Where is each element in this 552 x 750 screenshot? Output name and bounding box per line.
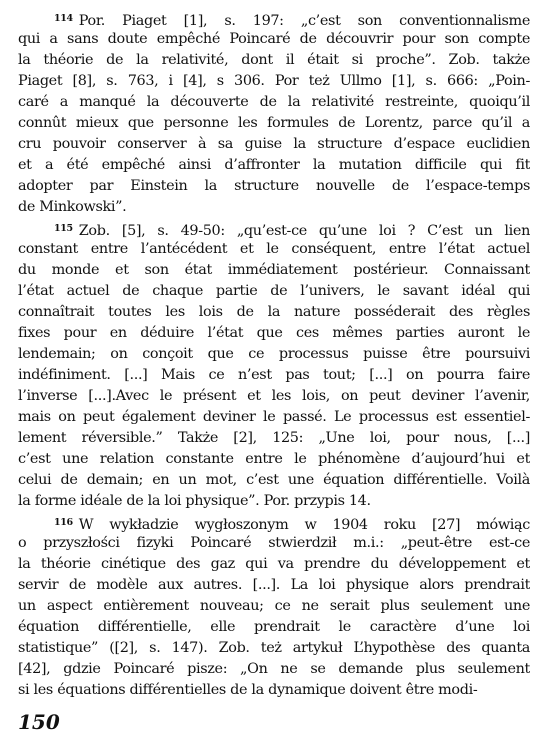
footnote-text: statistique” ([2], s. 147). Zob. też artykuł L’hypothèse des quanta xyxy=(18,640,530,656)
footnote-text: lendemain; on conçoit que ce processus puisse être poursuivi xyxy=(18,346,530,362)
footnote-line xyxy=(18,71,530,92)
footnote-line xyxy=(18,260,530,281)
footnote-line xyxy=(18,428,530,449)
footnote-text: o przyszłości fizyki Poincaré stwierdził m.i.: „peut-être est-ce xyxy=(18,535,530,551)
footnote-line xyxy=(18,365,530,386)
footnote-text: Por. Piaget [1], s. 197: „c’est son conventionnalisme xyxy=(78,13,530,29)
footnote-line xyxy=(18,533,530,554)
footnote-text: Piaget [8], s. 763, i [4], s 306. Por też Ullmo [1], s. 666: „Poin- xyxy=(18,73,530,89)
footnote-line xyxy=(18,281,530,302)
footnote-text: celui de demain; en un mot, c’est une équation différentielle. Voilà xyxy=(18,472,530,488)
footnote-text: qui a sans doute empêché Poincaré de découvrir pour son compte xyxy=(18,31,530,47)
footnote-line xyxy=(18,449,530,470)
footnote-line xyxy=(18,470,530,491)
footnote-number: 116 xyxy=(54,517,73,528)
footnote-text: servir de modèle aux autres. [...]. La loi physique alors prendrait xyxy=(18,577,530,593)
footnote-line xyxy=(18,407,530,428)
footnote-text: constant entre l’antécédent et le conséquent, entre l’état actuel xyxy=(18,241,530,257)
footnote-text: l’inverse [...].Avec le présent et les lois, on peut deviner l’avenir, xyxy=(18,388,530,404)
footnote-text: cru pouvoir conserver à sa guise la structure d’espace euclidien xyxy=(18,136,530,152)
footnote-number: 115 xyxy=(54,223,73,234)
footnote-line xyxy=(18,239,530,260)
footnote-text: connût mieux que personne les formules de Lorentz, parce qu’il a xyxy=(18,115,530,131)
footnote-line xyxy=(18,596,530,617)
footnote-text: mais on peut également deviner le passé. Le processus est essentiel- xyxy=(18,409,530,425)
footnote-line xyxy=(18,344,530,365)
footnote-line xyxy=(18,680,530,701)
footnote-text: la théorie cinétique des gaz qui va prendre du développement et xyxy=(18,556,530,572)
footnote-line xyxy=(18,92,530,113)
footnote-text: adopter par Einstein la structure nouvelle de l’espace-temps xyxy=(18,178,530,194)
footnote-line xyxy=(18,50,530,71)
footnote-text: caré a manqué la découverte de la relativité restreinte, quoiqu’il xyxy=(18,94,530,110)
page-number: 150 xyxy=(18,710,60,734)
footnote-114 xyxy=(18,8,530,218)
footnote-line xyxy=(18,512,530,533)
footnote-line xyxy=(18,554,530,575)
footnotes-block xyxy=(18,8,530,701)
footnote-line xyxy=(18,113,530,134)
footnote-line xyxy=(18,8,530,29)
footnote-text: du monde et son état immédiatement postérieur. Connaissant xyxy=(18,262,530,278)
footnote-line xyxy=(18,302,530,323)
footnote-text: l’état actuel de chaque partie de l’univers, le savant idéal qui xyxy=(18,283,530,299)
footnote-115 xyxy=(18,218,530,512)
footnote-text: fixes pour en déduire l’état que ces mêmes parties auront le xyxy=(18,325,530,341)
footnote-text: connaîtrait toutes les lois de la nature posséderait des règles xyxy=(18,304,530,320)
footnote-text: lement réversible.” Także [2], 125: „Une loi, pour nous, [...] xyxy=(18,430,530,446)
footnote-line xyxy=(18,323,530,344)
footnote-text: la forme idéale de la loi physique”. Por. przypis 14. xyxy=(18,493,371,509)
footnote-line xyxy=(18,638,530,659)
footnote-116 xyxy=(18,512,530,701)
footnote-line xyxy=(18,29,530,50)
footnote-line xyxy=(18,197,530,218)
footnote-text: et a été empêché ainsi d’affronter la mutation difficile qui fit xyxy=(18,157,530,173)
footnote-text: un aspect entièrement nouveau; ce ne serait plus seulement une xyxy=(18,598,530,614)
footnote-line xyxy=(18,491,530,512)
footnote-number: 114 xyxy=(54,13,73,24)
footnote-line xyxy=(18,155,530,176)
footnote-line xyxy=(18,176,530,197)
footnote-line xyxy=(18,134,530,155)
footnote-line xyxy=(18,617,530,638)
footnote-text: indéfiniment. [...] Mais ce n’est pas tout; [...] on pourra faire xyxy=(18,367,530,383)
footnote-text: Zob. [5], s. 49-50: „qu’est-ce qu’une loi ? C’est un lien xyxy=(78,223,530,239)
footnote-line xyxy=(18,575,530,596)
footnote-text: [42], gdzie Poincaré pisze: „On ne se demande plus seulement xyxy=(18,661,530,677)
footnote-text: de Minkowski”. xyxy=(18,199,127,215)
footnote-line xyxy=(18,659,530,680)
footnote-text: W wykładzie wygłoszonym w 1904 roku [27] mówiąc xyxy=(78,517,530,533)
footnote-text: si les équations différentielles de la dynamique doivent être modi- xyxy=(18,682,478,698)
footnote-text: la théorie de la relativité, dont il était si proche”. Zob. także xyxy=(18,52,530,68)
footnote-line xyxy=(18,218,530,239)
footnote-text: c’est une relation constante entre le phénomène d’aujourd’hui et xyxy=(18,451,530,467)
footnote-line xyxy=(18,386,530,407)
footnote-text: équation différentielle, elle prendrait le caractère d’une loi xyxy=(18,619,530,635)
